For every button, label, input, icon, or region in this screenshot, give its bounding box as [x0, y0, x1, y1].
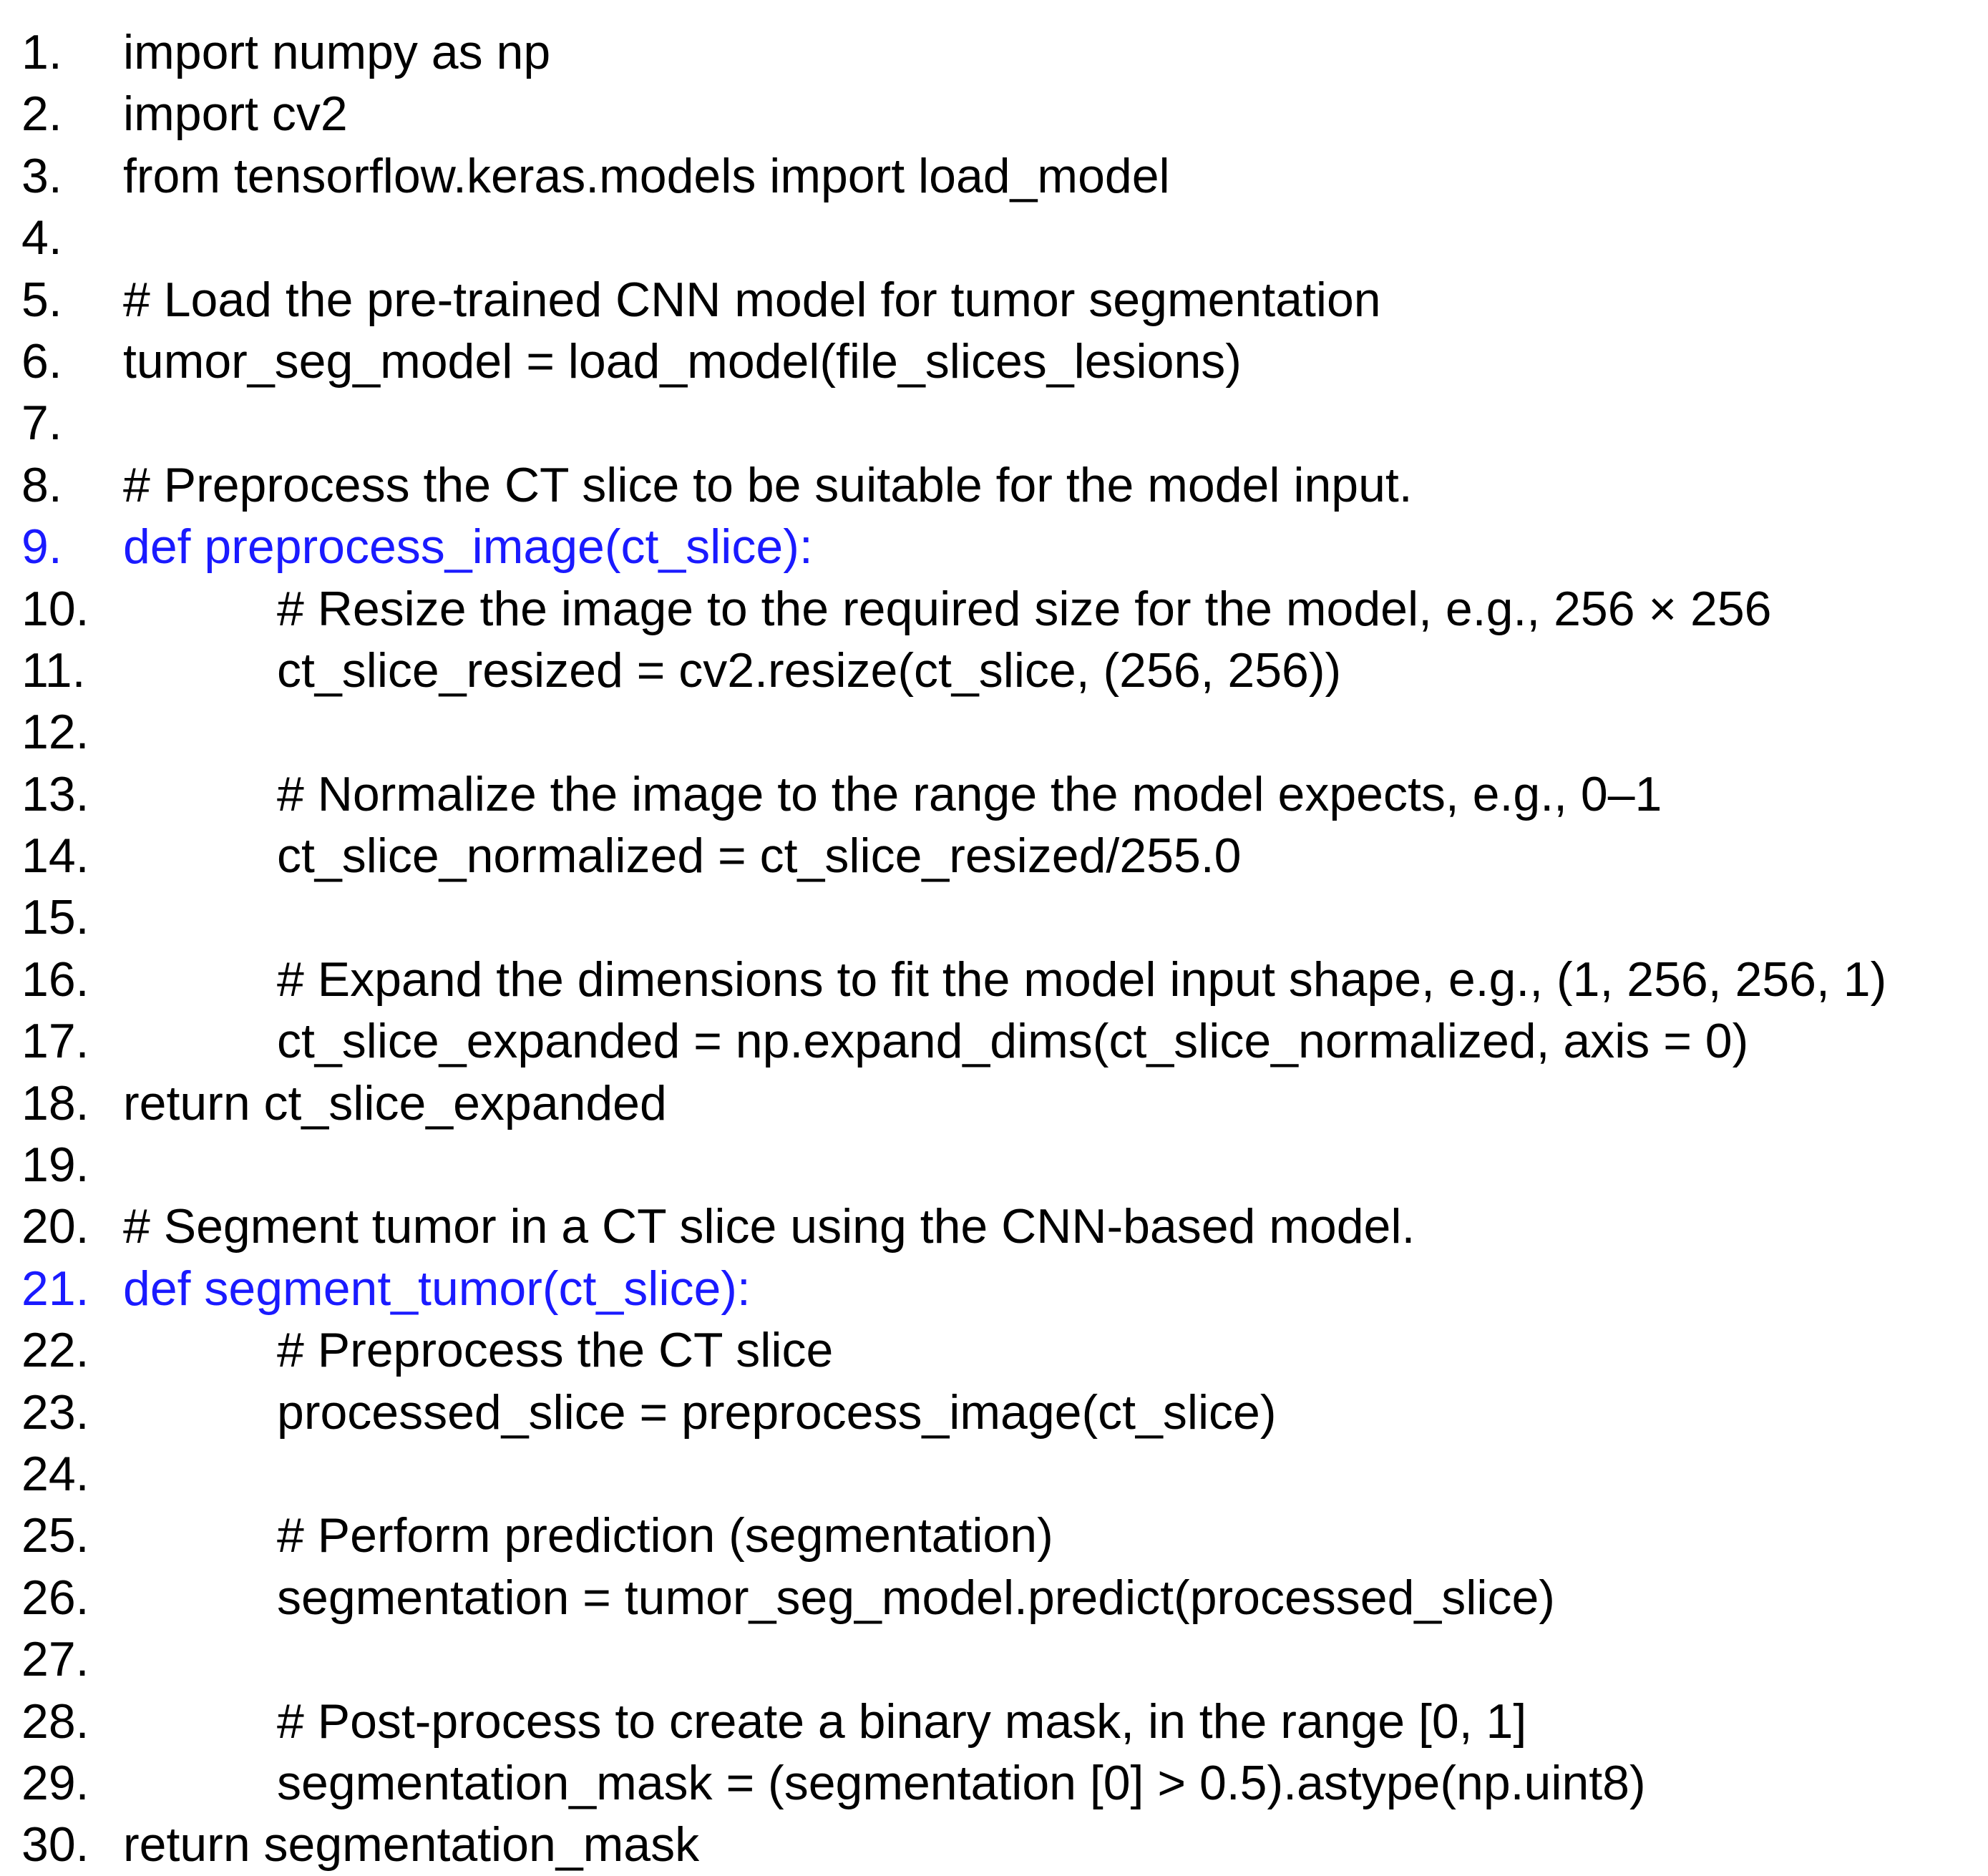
line-number: 17. — [21, 1014, 89, 1069]
line-code: def segment_tumor(ct_slice): — [123, 1261, 751, 1316]
line-number: 12. — [21, 705, 89, 760]
code-line — [21, 1505, 1982, 1566]
line-number: 9. — [21, 519, 62, 575]
line-code: ct_slice_resized = cv2.resize(ct_slice, (256, 256)) — [277, 643, 1342, 698]
line-number: 10. — [21, 581, 89, 636]
code-line — [21, 207, 1982, 268]
code-line — [21, 331, 1982, 392]
line-code: import cv2 — [123, 87, 348, 142]
line-code: # Normalize the image to the range the model expects, e.g., 0–1 — [277, 766, 1662, 821]
line-code: # Segment tumor in a CT slice using the CNN-based model. — [123, 1199, 1416, 1254]
line-number: 24. — [21, 1446, 89, 1501]
line-number: 1. — [21, 25, 62, 79]
line-number: 4. — [21, 210, 62, 265]
line-code: return ct_slice_expanded — [123, 1075, 667, 1130]
code-line — [21, 1196, 1982, 1257]
line-number: 13. — [21, 766, 89, 821]
line-number: 5. — [21, 272, 62, 327]
line-number: 23. — [21, 1384, 89, 1440]
code-line — [21, 392, 1982, 454]
line-code: import numpy as np — [123, 25, 551, 79]
line-code: return segmentation_mask — [123, 1817, 700, 1872]
line-code: processed_slice = preprocess_image(ct_slice) — [277, 1384, 1277, 1440]
line-number: 25. — [21, 1508, 89, 1563]
code-line — [21, 1814, 1982, 1875]
code-line — [21, 1752, 1982, 1814]
code-line — [21, 1319, 1982, 1381]
line-code: segmentation_mask = (segmentation [0] > 0.5).astype(np.uint8) — [277, 1755, 1646, 1810]
code-line — [21, 1010, 1982, 1072]
code-line — [21, 1567, 1982, 1628]
code-line — [21, 454, 1982, 516]
code-line — [21, 640, 1982, 701]
line-code: # Load the pre-trained CNN model for tumor segmentation — [123, 272, 1381, 327]
line-number: 11. — [21, 643, 86, 698]
line-code: def preprocess_image(ct_slice): — [123, 519, 813, 575]
code-listing — [21, 21, 1982, 1876]
line-code: tumor_seg_model = load_model(file_slices_lesions) — [123, 333, 1242, 389]
code-line — [21, 145, 1982, 207]
line-code: # Perform prediction (segmentation) — [277, 1508, 1053, 1563]
line-number: 26. — [21, 1570, 89, 1625]
line-code: # Preprocess the CT slice to be suitable for the model input. — [123, 457, 1413, 512]
line-number: 19. — [21, 1138, 89, 1193]
code-line — [21, 1073, 1982, 1134]
line-code: # Resize the image to the required size for the model, e.g., 256 × 256 — [277, 581, 1772, 636]
line-number: 20. — [21, 1199, 89, 1254]
code-line — [21, 1691, 1982, 1752]
code-line — [21, 701, 1982, 763]
line-number: 14. — [21, 829, 89, 884]
code-line — [21, 886, 1982, 948]
code-line — [21, 1382, 1982, 1443]
line-number: 22. — [21, 1323, 89, 1378]
code-line — [21, 1134, 1982, 1196]
line-number: 16. — [21, 952, 89, 1007]
line-code: ct_slice_normalized = ct_slice_resized/255.0 — [277, 829, 1242, 884]
line-code: # Post-process to create a binary mask, in the range [0, 1] — [277, 1694, 1527, 1749]
code-line — [21, 1443, 1982, 1505]
code-line — [21, 1628, 1982, 1690]
code-line — [21, 949, 1982, 1010]
code-line — [21, 578, 1982, 640]
line-number: 6. — [21, 333, 62, 389]
line-number: 8. — [21, 457, 62, 512]
line-number: 18. — [21, 1075, 89, 1130]
line-number: 28. — [21, 1694, 89, 1749]
line-code: ct_slice_expanded = np.expand_dims(ct_slice_normalized, axis = 0) — [277, 1014, 1749, 1069]
code-line — [21, 825, 1982, 886]
code-line — [21, 1258, 1982, 1319]
line-number: 15. — [21, 890, 89, 945]
code-line — [21, 763, 1982, 825]
line-number: 3. — [21, 148, 62, 203]
line-code: # Expand the dimensions to fit the model input shape, e.g., (1, 256, 256, 1) — [277, 952, 1887, 1007]
line-number: 7. — [21, 396, 62, 451]
line-number: 2. — [21, 87, 62, 142]
code-line — [21, 516, 1982, 577]
line-code: segmentation = tumor_seg_model.predict(processed_slice) — [277, 1570, 1555, 1625]
code-line — [21, 21, 1982, 83]
code-line — [21, 83, 1982, 145]
line-number: 29. — [21, 1755, 89, 1810]
line-code: from tensorflow.keras.models import load_model — [123, 148, 1170, 203]
code-line — [21, 269, 1982, 331]
line-number: 30. — [21, 1817, 89, 1872]
line-code: # Preprocess the CT slice — [277, 1323, 834, 1378]
line-number: 21. — [21, 1261, 89, 1316]
line-number: 27. — [21, 1632, 89, 1687]
